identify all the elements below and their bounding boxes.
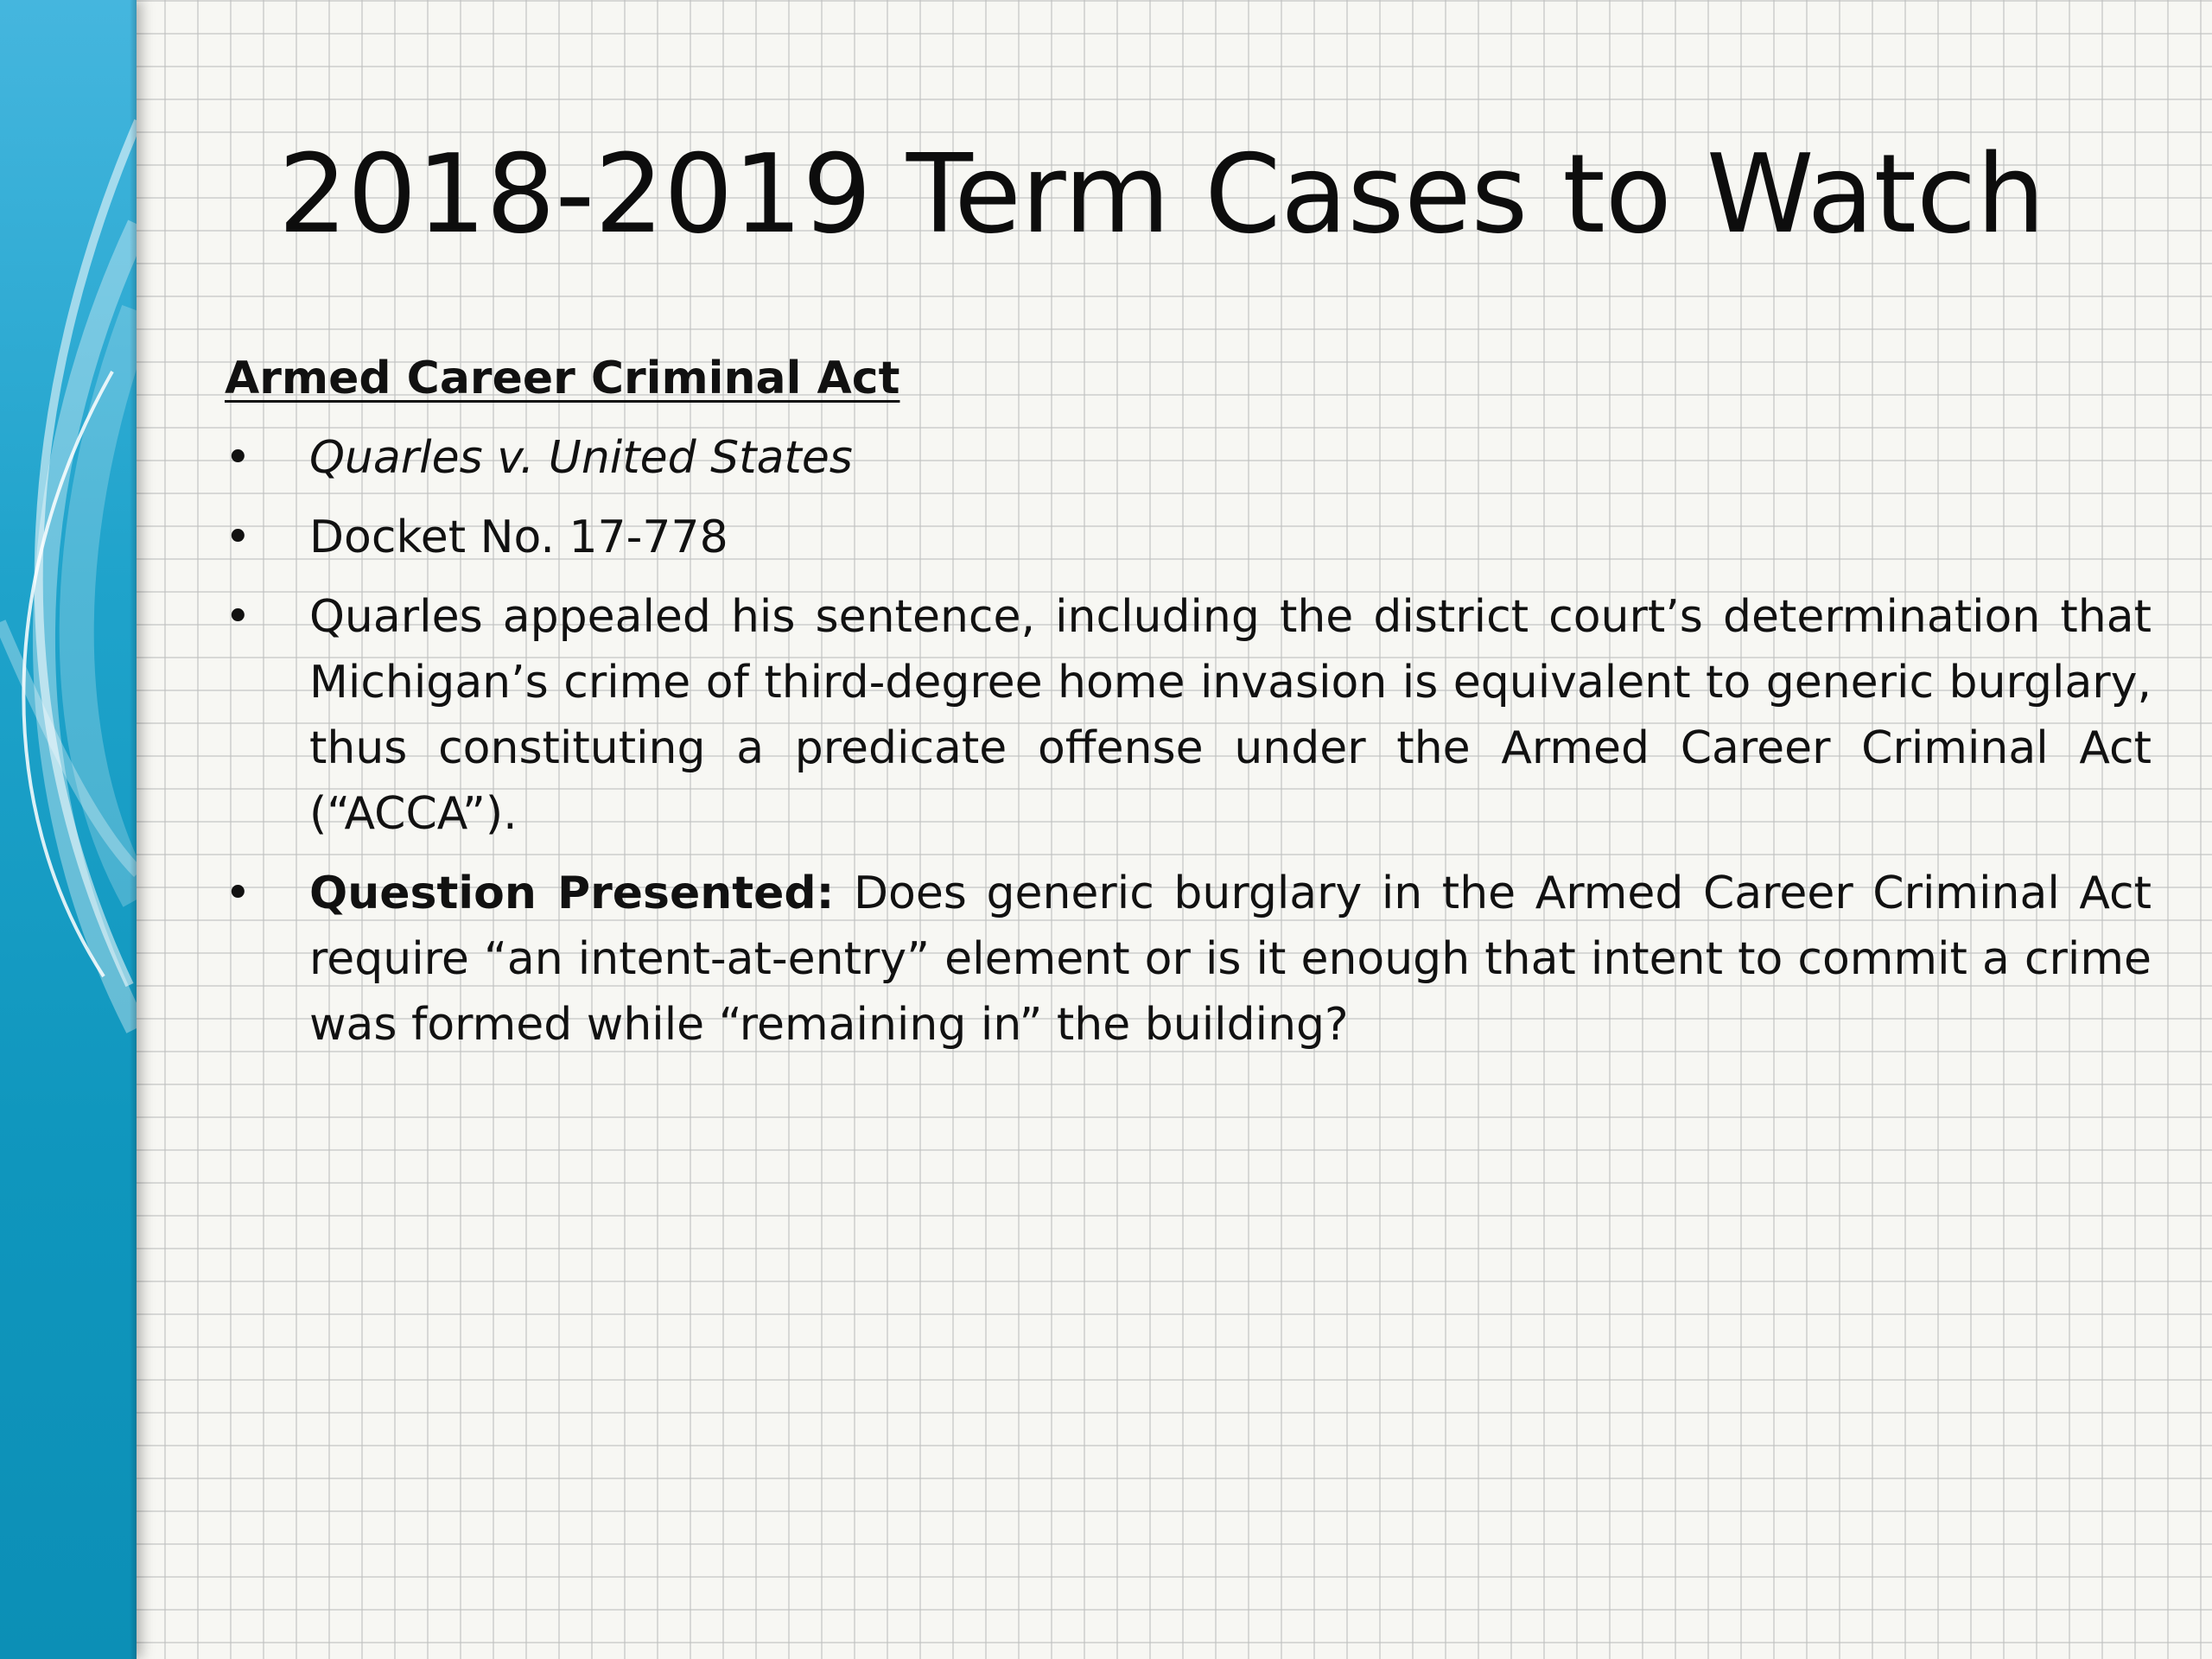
case-summary: Quarles appealed his sentence, including the district court’s determination that Michigan’s crime of third-degree home invasion is equivalent to generic burglary, thus constituting a predicate offense under the Armed Career Criminal Act (“ACCA”).	[309, 591, 2152, 840]
slide-title: 2018-2019 Term Cases to Watch	[278, 130, 2046, 257]
docket-number: Docket No. 17-778	[309, 512, 728, 563]
bullet-item-summary	[225, 584, 2152, 847]
slide-content	[225, 346, 2152, 1071]
bullet-dot: •	[225, 512, 251, 563]
bullet-dot: •	[225, 432, 251, 484]
bullet-item-question	[225, 861, 2152, 1058]
bullet-item-case-name	[225, 425, 2152, 491]
bullet-dot: •	[225, 868, 251, 919]
question-presented-label: Question Presented:	[309, 868, 835, 919]
question-presented-text: Does generic burglary in the Armed Career Criminal Act require “an intent-at-entry” element or is it enough that intent to commit a crime was formed while “remaining in” the building?	[309, 868, 2152, 1051]
bullet-list	[225, 425, 2152, 1058]
case-name: Quarles v. United States	[309, 432, 853, 484]
sidebar-swoosh-graphic	[0, 0, 137, 1659]
bullet-dot: •	[225, 591, 251, 643]
decorative-sidebar	[0, 0, 137, 1659]
sidebar-shadow-edge	[130, 0, 137, 1659]
bullet-item-docket	[225, 505, 2152, 570]
section-heading: Armed Career Criminal Act	[225, 353, 900, 404]
